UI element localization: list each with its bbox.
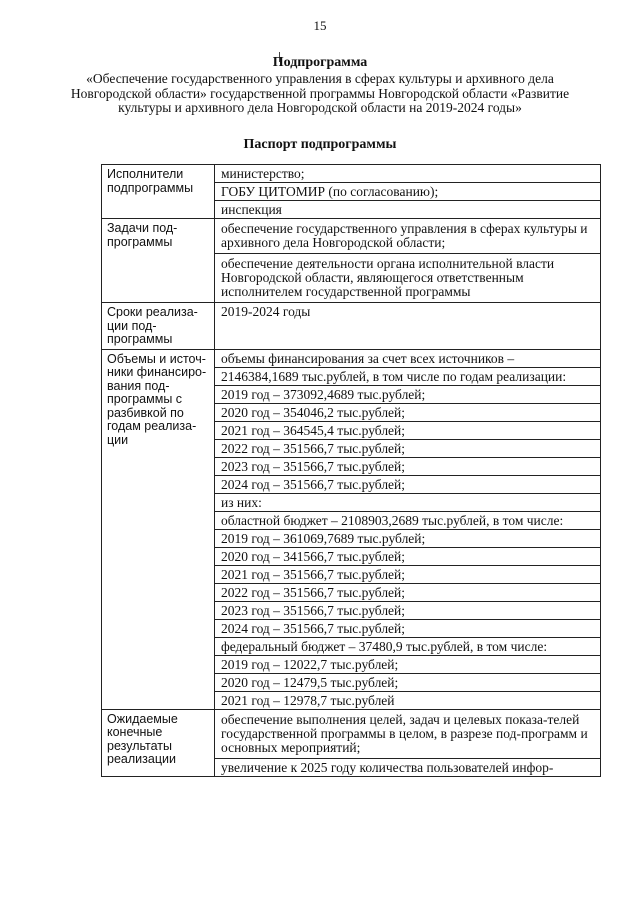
row-label: Объемы и источ-ники финансиро-вания под-программы с разбивкой по годам реализа-ции	[102, 349, 215, 709]
table-row-results	[102, 709, 601, 776]
content-line: 2021 год – 12978,7 тыс.рублей	[221, 692, 395, 708]
content-line: 2019-2024 годы	[221, 304, 311, 319]
table-row-funding	[102, 349, 601, 709]
table-row-tasks	[102, 219, 601, 303]
content-line: 2021 год – 364545,4 тыс.рублей;	[215, 422, 600, 440]
content-line: 2024 год – 351566,7 тыс.рублей;	[215, 620, 600, 638]
table-row-terms	[102, 303, 601, 350]
content-line: объемы финансирования за счет всех источников –	[215, 350, 600, 368]
row-content	[215, 303, 601, 350]
row-content	[215, 219, 601, 303]
content-line: увеличение к 2025 году количества пользователей инфор-	[221, 759, 554, 775]
content-line: областной бюджет – 2108903,2689 тыс.рублей, в том числе:	[215, 512, 600, 530]
content-line: 2019 год – 12022,7 тыс.рублей;	[215, 656, 600, 674]
content-line: 2024 год – 351566,7 тыс.рублей;	[215, 476, 600, 494]
content-line: 2020 год – 341566,7 тыс.рублей;	[215, 548, 600, 566]
content-line: 2019 год – 361069,7689 тыс.рублей;	[215, 530, 600, 548]
content-line: 2020 год – 12479,5 тыс.рублей;	[215, 674, 600, 692]
row-content	[215, 709, 601, 776]
content-line: 2021 год – 351566,7 тыс.рублей;	[215, 566, 600, 584]
content-line: 2023 год – 351566,7 тыс.рублей;	[215, 602, 600, 620]
subprogram-label: Подпрограмма	[272, 55, 368, 70]
passport-title: Паспорт подпрограммы	[243, 137, 397, 152]
content-line: инспекция	[221, 202, 282, 217]
table-row-executors	[102, 165, 601, 219]
content-line: обеспечение выполнения целей, задач и целевых показа-телей государственной программы в целом, в разрезе под-программ и основных мероприятий;	[215, 710, 600, 759]
row-label: Задачи под-программы	[102, 219, 215, 303]
content-line: 2022 год – 351566,7 тыс.рублей;	[215, 584, 600, 602]
content-line: обеспечение государственного управления в сферах культуры и архивного дела Новгородской области;	[215, 219, 600, 254]
passport-table	[101, 164, 601, 777]
content-line: 2020 год – 354046,2 тыс.рублей;	[215, 404, 600, 422]
content-line: 2023 год – 351566,7 тыс.рублей;	[215, 458, 600, 476]
content-line: министерство;	[215, 165, 600, 183]
row-content	[215, 349, 601, 709]
content-line: ГОБУ ЦИТОМИР (по согласованию);	[215, 183, 600, 201]
content-line: 2019 год – 373092,4689 тыс.рублей;	[215, 386, 600, 404]
content-line: обеспечение деятельности органа исполнительной власти Новгородской области, являющегося ответственным исполнителем государственной программы	[221, 256, 555, 299]
row-label: Ожидаемые конечные результаты реализации	[102, 709, 215, 776]
page-number: 15	[313, 18, 327, 33]
content-line: 2146384,1689 тыс.рублей, в том числе по годам реализации:	[215, 368, 600, 386]
content-line: из них:	[215, 494, 600, 512]
row-label: Сроки реализа-ции под-программы	[102, 303, 215, 350]
row-content	[215, 165, 601, 219]
content-line: 2022 год – 351566,7 тыс.рублей;	[215, 440, 600, 458]
subprogram-description: «Обеспечение государственного управления в сферах культуры и архивного дела Новгородской области» государственной программы Новгородской области «Развитие культуры и архивного дела Новгородской области на 2019-2024 годы»	[70, 71, 570, 115]
row-label: Исполнители подпрограммы	[102, 165, 215, 219]
content-line: федеральный бюджет – 37480,9 тыс.рублей, в том числе:	[215, 638, 600, 656]
